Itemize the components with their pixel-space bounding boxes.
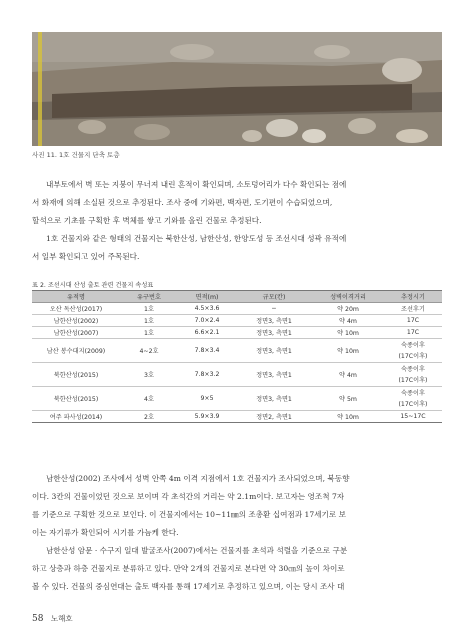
table-row xyxy=(32,339,442,363)
cell-feature: 3호 xyxy=(120,363,178,387)
cell-period: 17C xyxy=(384,315,442,327)
cell-feature: 2호 xyxy=(120,411,178,423)
header-area: 면적(m) xyxy=(178,291,236,303)
cell-scale: 정면3, 측면1 xyxy=(236,315,312,327)
paragraph-line: 내부토에서 벽 또는 지붕이 무너져 내린 흔적이 확인되며, 소토덩어리가 다수 확인되는 점에 xyxy=(46,180,347,189)
cell-area: 6.6×2.1 xyxy=(178,327,236,339)
header-wall-distance: 성벽이격거리 xyxy=(312,291,384,303)
cell-area: 4.5×3.6 xyxy=(178,303,236,315)
cell-feature: 1호 xyxy=(120,327,178,339)
header-scale: 규모(칸) xyxy=(236,291,312,303)
cell-site: 여주 파사성(2014) xyxy=(32,411,120,423)
cell-distance: 약 4m xyxy=(312,363,384,387)
table-row xyxy=(32,411,442,423)
cell-site: 북한산성(2015) xyxy=(32,363,120,387)
cell-scale: 정면2, 측면1 xyxy=(236,411,312,423)
cell-distance: 약 10m xyxy=(312,411,384,423)
cell-site: 남한산성(2002) xyxy=(32,315,120,327)
cell-site: 남한산성(2007) xyxy=(32,327,120,339)
header-feature-no: 유구번호 xyxy=(120,291,178,303)
cell-distance: 약 20m xyxy=(312,303,384,315)
photo-caption: 사진 11. 1호 건물지 단축 토층 xyxy=(32,151,120,159)
cell-area: 7.8×3.2 xyxy=(178,363,236,387)
cell-site: 오산 독산성(2017) xyxy=(32,303,120,315)
cell-period xyxy=(384,363,442,387)
header-site-name: 유적명 xyxy=(32,291,120,303)
cell-scale: − xyxy=(236,303,312,315)
cell-feature: 1호 xyxy=(120,315,178,327)
page-footer xyxy=(32,613,73,624)
cell-area: 9×5 xyxy=(178,387,236,411)
table-header-row xyxy=(32,291,442,303)
header-estimated-period: 추정시기 xyxy=(384,291,442,303)
paragraph-3 xyxy=(32,470,442,542)
cell-scale: 정면3, 측면1 xyxy=(236,363,312,387)
cell-distance: 약 10m xyxy=(312,327,384,339)
excavation-photo xyxy=(32,32,442,146)
journal-name: 노해호 xyxy=(50,614,73,623)
cell-feature: 1호 xyxy=(120,303,178,315)
paragraph-line: 서 화재에 의해 소실된 것으로 추정된다. 조사 중에 기와편, 백자편, 도기편이 수습되었으며, xyxy=(32,198,333,207)
cell-area: 5.9×3.9 xyxy=(178,411,236,423)
cell-site: 북한산성(2015) xyxy=(32,387,120,411)
cell-period-line: (17C이후) xyxy=(398,376,428,384)
cell-distance: 약 4m xyxy=(312,315,384,327)
paragraph-line: 볼 수 있다. 건물의 중심연대는 출토 백자를 통해 17세기로 추정하고 있으며, 이는 당시 조사 대 xyxy=(32,582,345,591)
table-row xyxy=(32,327,442,339)
cell-period-line: 숙종이후 xyxy=(401,341,425,349)
cell-period-line: (17C이후) xyxy=(398,352,428,360)
paragraph-line: 이다. 3칸의 건물이었던 것으로 보이며 각 초석간의 거리는 약 2.1m이다. 보고자는 영조척 7자 xyxy=(32,492,345,501)
paragraph-line: 남한산성 암문 · 수구지 일대 발굴조사(2007)에서는 건물지를 초석과 석렬을 기준으로 구분 xyxy=(46,546,348,555)
cell-period-line: 숙종이후 xyxy=(401,389,425,397)
cell-scale: 정면3, 측면1 xyxy=(236,339,312,363)
photo-illustration xyxy=(32,32,442,146)
cell-period-line: (17C이후) xyxy=(398,400,428,408)
cell-distance: 약 5m xyxy=(312,387,384,411)
paragraph-line: 이는 자기류가 확인되어 시기를 가늠케 한다. xyxy=(32,528,179,537)
paragraph-line: 할석으로 기초를 구획한 후 벽체를 쌓고 기와를 올린 건물로 추정된다. xyxy=(32,216,262,225)
table-row xyxy=(32,387,442,411)
paragraph-line: 1호 건물지와 같은 형태의 건물지는 북한산성, 남한산성, 한양도성 등 조선시대 성곽 유적에 xyxy=(46,234,347,243)
table-row xyxy=(32,315,442,327)
paragraph-line: 를 기준으로 구획한 것으로 보인다. 이 건물지에서는 10~11㎜의 조총환 십여점과 17세기로 보 xyxy=(32,510,346,519)
table-row xyxy=(32,303,442,315)
paragraph-4 xyxy=(32,542,442,596)
cell-area: 7.8×3.4 xyxy=(178,339,236,363)
paragraph-line: 남한산성(2002) 조사에서 성벽 안쪽 4m 이격 지점에서 1호 건물지가 조사되었으며, 북동향 xyxy=(46,474,350,483)
cell-period-line: 숙종이후 xyxy=(401,365,425,373)
cell-period: 17C xyxy=(384,327,442,339)
cell-feature: 4호 xyxy=(120,387,178,411)
page-number: 58 xyxy=(32,614,44,624)
sites-table xyxy=(32,290,442,423)
paragraph-line: 하고 상층과 하층 건물지로 분류하고 있다. 만약 2개의 건물지로 본다면 약 30㎝의 높이 차이로 xyxy=(32,564,345,573)
paragraph-1 xyxy=(32,176,442,230)
cell-period xyxy=(384,339,442,363)
cell-distance: 약 10m xyxy=(312,339,384,363)
table-caption: 표 2. 조선시대 산성 출토 관련 건물지 속성표 xyxy=(32,282,154,289)
cell-feature: 4~2호 xyxy=(120,339,178,363)
cell-period xyxy=(384,387,442,411)
cell-site: 남산 봉수대지(2009) xyxy=(32,339,120,363)
cell-scale: 정면3, 측면1 xyxy=(236,327,312,339)
cell-period: 조선후기 xyxy=(384,303,442,315)
paragraph-line: 서 일부 확인되고 있어 주목된다. xyxy=(32,252,140,261)
cell-area: 7.0×2.4 xyxy=(178,315,236,327)
cell-period: 15~17C xyxy=(384,411,442,423)
table-row xyxy=(32,363,442,387)
cell-scale: 정면3, 측면1 xyxy=(236,387,312,411)
paragraph-2 xyxy=(32,230,442,266)
